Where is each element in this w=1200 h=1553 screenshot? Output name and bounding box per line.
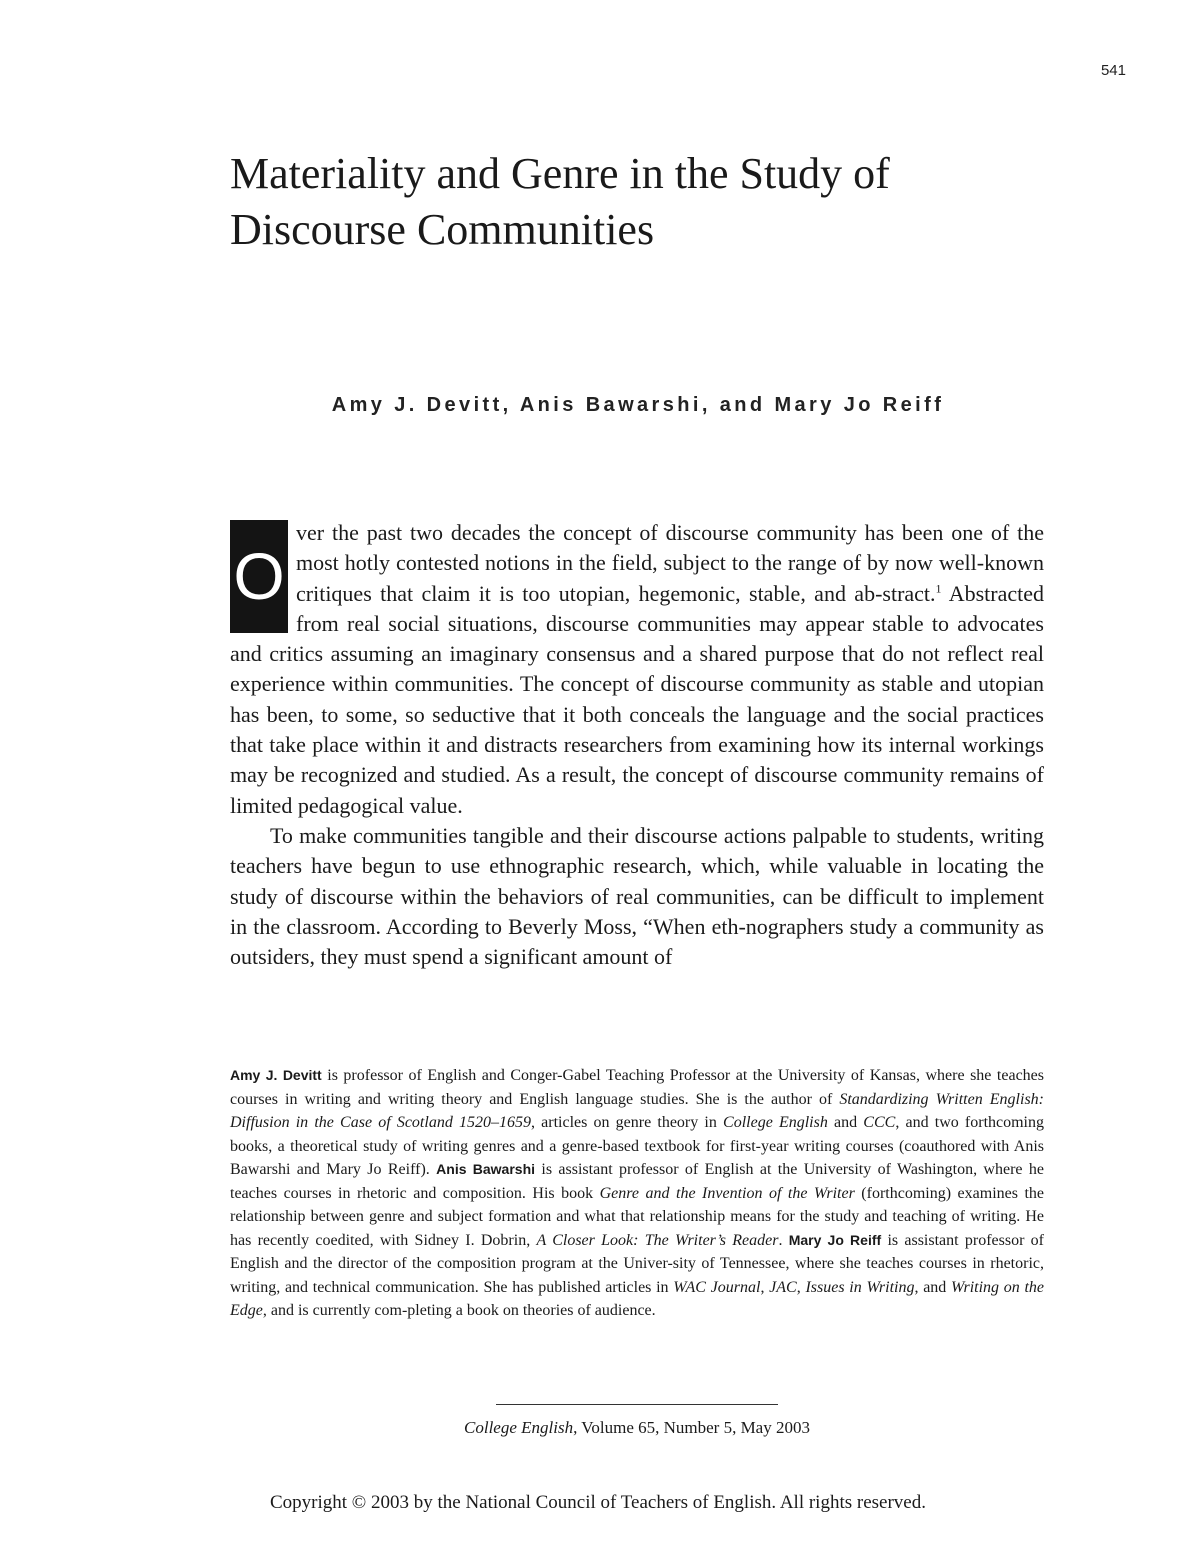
bio-text: is professor of English and Conger-Gabel Teaching Professor at the University of Kansas, where she teaches courses in writing and writing theory and English language studies. She is the author of xyxy=(230,1067,1044,1108)
journal-citation xyxy=(230,1418,1044,1438)
bio-text: , xyxy=(760,1278,770,1296)
bio-text: , and xyxy=(914,1278,952,1296)
drop-cap: O xyxy=(230,520,288,633)
bio-text: . xyxy=(778,1231,789,1249)
divider-rule xyxy=(496,1404,778,1405)
bio-journal-title: CCC xyxy=(863,1114,896,1131)
journal-details: , Volume 65, Number 5, May 2003 xyxy=(573,1418,810,1437)
author-bio-note xyxy=(230,1064,1044,1323)
paragraph-1 xyxy=(230,518,1044,821)
article-body xyxy=(230,518,1044,972)
bio-journal-title: Writing on the Edge xyxy=(230,1278,1045,1319)
bio-text: (forthcoming) examines the relationship between genre and subject formation and what that relationship means for the study and teaching of writing. He has recently coedited, with Sidney I. Dobrin, xyxy=(230,1184,1045,1249)
bio-journal-title: JAC xyxy=(769,1278,797,1296)
copyright-text: Copyright © 2003 by the National Council of Teachers of English. All rights reserved. xyxy=(269,1492,926,1513)
copyright-notice xyxy=(0,1492,1200,1514)
bio-journal-title: Issues in Writing xyxy=(805,1278,915,1296)
bio-text: , articles on genre theory in xyxy=(530,1114,724,1131)
journal-name: College English xyxy=(464,1418,574,1437)
article-title xyxy=(230,146,1050,258)
bio-text: is assistant professor of English at the University of Washington, where he teaches courses in rhetoric and composition. His book xyxy=(230,1161,1044,1202)
paragraph-2: To make communities tangible and their discourse actions palpable to students, writing teachers have begun to use ethnographic research, which, while valuable in locating the study of discourse within the behaviors of real communities, can be difficult to implement in the classroom. According to Beverly Moss, “When eth-nographers study a community as outsiders, they must spend a significant amount of xyxy=(230,822,1044,970)
bio-book-title: Standardizing Written English: Diffusion in the Case of Scotland 1520–1659 xyxy=(230,1090,1045,1131)
bio-text: , xyxy=(796,1278,806,1296)
author-byline: Amy J. Devitt, Anis Bawarshi, and Mary Jo Reiff xyxy=(331,394,945,416)
title-line-1: Materiality and Genre in the Study of xyxy=(230,149,890,198)
bio-text: and xyxy=(827,1114,864,1131)
bio-journal-title: College English xyxy=(723,1114,828,1131)
footnote-ref-1[interactable]: 1 xyxy=(935,581,942,596)
bio-name-reiff: Mary Jo Reiff xyxy=(788,1231,882,1248)
bio-journal-title: WAC Journal xyxy=(673,1278,761,1296)
bio-text: is assistant professor of English and the director of the composition program at the Univer-sity of Tennessee, where she teaches courses in rhetoric, writing, and technical communication. She has published articles in xyxy=(230,1231,1044,1296)
bio-book-title: Genre and the Invention of the Writer xyxy=(599,1184,855,1202)
page-number: 541 xyxy=(1100,62,1126,79)
bio-book-title: A Closer Look: The Writer’s Reader xyxy=(536,1231,779,1249)
paragraph-1-text-a: ver the past two decades the concept of discourse community has been one of the most hotly contested notions in the field, subject to the range of by now well-known critiques that claim it is too utopian, hegemonic, stable, and ab-stract. xyxy=(296,520,1044,606)
bio-text: , and two forthcoming books, a theoretical study of writing genres and a genre-based textbook for first-year writing courses (coauthored with Anis Bawarshi and Mary Jo Reiff). xyxy=(230,1114,1045,1178)
bio-text: , and is currently com-pleting a book on theories of audience. xyxy=(262,1302,656,1319)
bio-name-devitt: Amy J. Devitt xyxy=(230,1067,322,1083)
title-line-2: Discourse Communities xyxy=(230,205,655,254)
paragraph-1-text-b: Abstracted from real social situations, discourse communities may appear stable to advocates and critics assuming an imaginary consensus and a shared purpose that do not reflect real experience within communities. The concept of discourse community as stable and utopian has been, to some, so seductive that it both conceals the language and the social practices that take place within it and distracts researchers from examining how its internal workings may be recognized and studied. As a result, the concept of discourse community remains of limited pedagogical value. xyxy=(230,580,1044,818)
bio-name-bawarshi: Anis Bawarshi xyxy=(436,1161,536,1177)
